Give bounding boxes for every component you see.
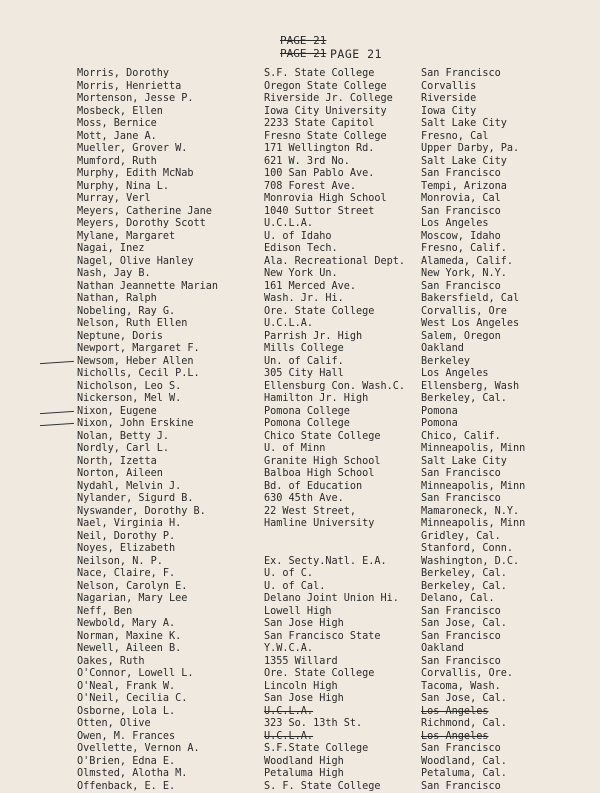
entry-name: Mumford, Ruth (77, 156, 157, 169)
list-item (0, 531, 600, 544)
entry-city: Berkeley, Cal. (421, 393, 507, 406)
entry-name: Murphy, Edith McNab (77, 168, 194, 181)
entry-city: Moscow, Idaho (421, 231, 501, 244)
list-item (0, 118, 600, 131)
entry-city: Berkeley (421, 356, 470, 369)
entry-city: Tacoma, Wash. (421, 681, 501, 694)
entry-institution: San Jose High (264, 693, 344, 706)
list-item (0, 81, 600, 94)
entry-name: Offenback, E. E. (77, 781, 175, 793)
entry-name: Neff, Ben (77, 606, 132, 619)
entry-institution: Ore. State College (264, 668, 374, 681)
entry-city: Corvallis, Ore (421, 306, 507, 319)
page-number-label: PAGE 21 (330, 47, 382, 61)
list-item (0, 143, 600, 156)
list-item (0, 206, 600, 219)
entry-name: Mylane, Margaret (77, 231, 175, 244)
entry-name: Nicholls, Cecil P.L. (77, 368, 200, 381)
entry-name: Newell, Aileen B. (77, 643, 181, 656)
entry-name: Mosbeck, Ellen (77, 106, 163, 119)
entry-city: Monrovia, Cal (421, 193, 501, 206)
entry-name: O'Neal, Frank W. (77, 681, 175, 694)
list-item (0, 693, 600, 706)
entry-name: Nathan Jeannette Marian (77, 281, 218, 294)
list-item (0, 643, 600, 656)
list-item (0, 181, 600, 194)
entry-name: Nydahl, Melvin J. (77, 481, 181, 494)
list-item (0, 318, 600, 331)
entry-city: Los Angeles (421, 218, 488, 231)
entry-city: Los Angeles (421, 706, 488, 719)
entry-name: Nelson, Carolyn E. (77, 581, 187, 594)
entry-city: Fresno, Cal (421, 131, 488, 144)
list-item (0, 406, 600, 419)
list-item (0, 306, 600, 319)
list-item (0, 631, 600, 644)
entry-name: Moss, Bernice (77, 118, 157, 131)
entry-institution: Lincoln High (264, 681, 338, 694)
entry-city: Petaluma, Cal. (421, 768, 507, 781)
entry-name: Nyswander, Dorothy B. (77, 506, 206, 519)
entry-name: Mortenson, Jesse P. (77, 93, 194, 106)
entry-institution: Ala. Recreational Dept. (264, 256, 405, 269)
entry-city: Mamaroneck, N.Y. (421, 506, 519, 519)
list-item (0, 618, 600, 631)
entry-institution: Riverside Jr. College (264, 93, 393, 106)
entry-name: O'Neil, Cecilia C. (77, 693, 187, 706)
entry-city: Salt Lake City (421, 456, 507, 469)
entry-name: North, Izetta (77, 456, 157, 469)
entry-institution: U. of Minn (264, 443, 325, 456)
entry-city: San Francisco (421, 606, 501, 619)
entry-city: Stanford, Conn. (421, 543, 513, 556)
entry-city: Bakersfield, Cal (421, 293, 519, 306)
entry-name: Nash, Jay B. (77, 268, 151, 281)
entry-institution: U. of C. (264, 568, 313, 581)
list-item (0, 256, 600, 269)
entry-name: Nagai, Inez (77, 243, 144, 256)
list-item (0, 756, 600, 769)
struck-header-line-2: PAGE 21 (280, 47, 326, 60)
entry-name: Osborne, Lola L. (77, 706, 175, 719)
entry-institution: Wash. Jr. Hi. (264, 293, 344, 306)
entry-name: Nobeling, Ray G. (77, 306, 175, 319)
list-item (0, 581, 600, 594)
entry-institution: U. of Idaho (264, 231, 331, 244)
entry-name: Nordly, Carl L. (77, 443, 169, 456)
entry-city: Oakland (421, 343, 464, 356)
entry-institution: 171 Wellington Rd. (264, 143, 374, 156)
list-item (0, 331, 600, 344)
entry-institution: Hamilton Jr. High (264, 393, 368, 406)
entry-name: Nickerson, Mel W. (77, 393, 181, 406)
entry-institution: Fresno State College (264, 131, 387, 144)
list-item (0, 231, 600, 244)
list-item (0, 156, 600, 169)
entry-name: Otten, Olive (77, 718, 151, 731)
entry-institution: 1040 Suttor Street (264, 206, 374, 219)
entry-institution: Iowa City University (264, 106, 387, 119)
entry-institution: Bd. of Education (264, 481, 362, 494)
pen-mark (40, 423, 74, 426)
entry-city: Richmond, Cal. (421, 718, 507, 731)
entry-institution: Petaluma High (264, 768, 344, 781)
entry-institution: Balboa High School (264, 468, 374, 481)
entry-institution: Y.W.C.A. (264, 643, 313, 656)
entry-name: Nicholson, Leo S. (77, 381, 181, 394)
entry-name: Meyers, Catherine Jane (77, 206, 212, 219)
entry-institution: 305 City Hall (264, 368, 344, 381)
entry-institution: Pomona College (264, 418, 350, 431)
entry-institution: Woodland High (264, 756, 344, 769)
entry-institution: Edison Tech. (264, 243, 338, 256)
entry-city: San Francisco (421, 206, 501, 219)
entry-city: West Los Angeles (421, 318, 519, 331)
entry-institution: U.C.L.A. (264, 318, 313, 331)
pen-mark (40, 360, 74, 363)
entry-city: Upper Darby, Pa. (421, 143, 519, 156)
entry-city: Minneapolis, Minn (421, 481, 525, 494)
entry-city: Salt Lake City (421, 118, 507, 131)
entry-name: Oakes, Ruth (77, 656, 144, 669)
entry-institution: U.C.L.A. (264, 218, 313, 231)
entry-name: Nathan, Ralph (77, 293, 157, 306)
list-item (0, 393, 600, 406)
list-item (0, 268, 600, 281)
entry-city: Ellensberg, Wash (421, 381, 519, 394)
entry-name: Nixon, John Erskine (77, 418, 194, 431)
entry-institution: Oregon State College (264, 81, 387, 94)
entry-name: Mueller, Grover W. (77, 143, 187, 156)
entry-name: Ovellette, Vernon A. (77, 743, 200, 756)
entry-institution: Lowell High (264, 606, 331, 619)
entry-city: San Francisco (421, 493, 501, 506)
entry-institution: Chico State College (264, 431, 381, 444)
list-item (0, 543, 600, 556)
entry-institution: U. of Cal. (264, 581, 325, 594)
entry-city: Pomona (421, 406, 458, 419)
entry-institution: 22 West Street, (264, 506, 356, 519)
entry-name: Nixon, Eugene (77, 406, 157, 419)
entry-city: Berkeley, Cal. (421, 568, 507, 581)
entry-institution: Un. of Calif. (264, 356, 344, 369)
entry-name: Norman, Maxine K. (77, 631, 181, 644)
entry-institution: U.C.L.A. (264, 731, 313, 744)
entry-institution: Mills College (264, 343, 344, 356)
entry-city: San Francisco (421, 743, 501, 756)
entry-name: Nace, Claire, F. (77, 568, 175, 581)
entry-city: Los Angeles (421, 731, 488, 744)
entry-institution: Pomona College (264, 406, 350, 419)
entry-city: Iowa City (421, 106, 476, 119)
entry-name: Nagarian, Mary Lee (77, 593, 187, 606)
entry-institution: S.F.State College (264, 743, 368, 756)
entry-name: Mott, Jane A. (77, 131, 157, 144)
list-item (0, 368, 600, 381)
entry-city: Delano, Cal. (421, 593, 495, 606)
entry-city: Corvallis (421, 81, 476, 94)
entry-city: San Francisco (421, 168, 501, 181)
entry-name: Morris, Henrietta (77, 81, 181, 94)
entry-institution: S. F. State College (264, 781, 381, 793)
entry-city: Pomona (421, 418, 458, 431)
entry-name: Nelson, Ruth Ellen (77, 318, 187, 331)
entry-city: Minneapolis, Minn (421, 443, 525, 456)
list-item (0, 381, 600, 394)
entry-name: Norton, Aileen (77, 468, 163, 481)
entry-city: Tempi, Arizona (421, 181, 507, 194)
list-item (0, 68, 600, 81)
entry-city: San Francisco (421, 631, 501, 644)
list-item (0, 743, 600, 756)
entry-city: Los Angeles (421, 368, 488, 381)
entry-name: Murphy, Nina L. (77, 181, 169, 194)
entry-city: Alameda, Calif. (421, 256, 513, 269)
pen-mark (40, 410, 74, 413)
list-item (0, 493, 600, 506)
entry-institution: Ex. Secty.Natl. E.A. (264, 556, 387, 569)
list-item (0, 718, 600, 731)
entry-name: Nagel, Olive Hanley (77, 256, 194, 269)
entry-institution: Delano Joint Union Hi. (264, 593, 399, 606)
entry-institution: Hamline University (264, 518, 374, 531)
list-item (0, 656, 600, 669)
entry-institution: 630 45th Ave. (264, 493, 344, 506)
entry-institution: San Jose High (264, 618, 344, 631)
entry-institution: 161 Merced Ave. (264, 281, 356, 294)
entry-institution: S.F. State College (264, 68, 374, 81)
entry-name: Newsom, Heber Allen (77, 356, 194, 369)
entry-city: San Francisco (421, 656, 501, 669)
entry-name: Olmsted, Alotha M. (77, 768, 187, 781)
entry-city: Oakland (421, 643, 464, 656)
entry-city: Woodland, Cal. (421, 756, 507, 769)
list-item (0, 518, 600, 531)
list-item (0, 193, 600, 206)
list-item (0, 106, 600, 119)
entry-city: New York, N.Y. (421, 268, 507, 281)
entry-institution: Parrish Jr. High (264, 331, 362, 344)
entry-institution: Granite High School (264, 456, 381, 469)
entry-city: San Jose, Cal. (421, 693, 507, 706)
list-item (0, 593, 600, 606)
entry-institution: Ellensburg Con. Wash.C. (264, 381, 405, 394)
entry-name: Noyes, Elizabeth (77, 543, 175, 556)
entry-institution: 2233 State Capitol (264, 118, 374, 131)
list-item (0, 556, 600, 569)
entry-city: Berkeley, Cal. (421, 581, 507, 594)
entry-institution: 323 So. 13th St. (264, 718, 362, 731)
entry-institution: U.C.L.A. (264, 706, 313, 719)
entry-name: Newbold, Mary A. (77, 618, 175, 631)
entry-name: Neilson, N. P. (77, 556, 163, 569)
entry-name: Newport, Margaret F. (77, 343, 200, 356)
list-item (0, 768, 600, 781)
list-item (0, 731, 600, 744)
entry-name: Nylander, Sigurd B. (77, 493, 194, 506)
list-item (0, 281, 600, 294)
entry-city: Fresno, Calif. (421, 243, 507, 256)
list-item (0, 343, 600, 356)
entry-institution: Monrovia High School (264, 193, 387, 206)
entry-institution: 1355 Willard (264, 656, 338, 669)
entry-name: Owen, M. Frances (77, 731, 175, 744)
list-item (0, 293, 600, 306)
list-item (0, 431, 600, 444)
list-item (0, 418, 600, 431)
list-item (0, 706, 600, 719)
directory-list (0, 68, 600, 793)
entry-name: O'Brien, Edna E. (77, 756, 175, 769)
entry-city: Gridley, Cal. (421, 531, 501, 544)
list-item (0, 481, 600, 494)
entry-name: Neptune, Doris (77, 331, 163, 344)
list-item (0, 668, 600, 681)
entry-institution: Ore. State College (264, 306, 374, 319)
list-item (0, 456, 600, 469)
entry-institution: New York Un. (264, 268, 338, 281)
list-item (0, 131, 600, 144)
entry-name: Nael, Virginia H. (77, 518, 181, 531)
entry-city: Minneapolis, Minn (421, 518, 525, 531)
entry-city: Salem, Oregon (421, 331, 501, 344)
list-item (0, 93, 600, 106)
entry-city: Riverside (421, 93, 476, 106)
entry-institution: 621 W. 3rd No. (264, 156, 350, 169)
entry-city: Washington, D.C. (421, 556, 519, 569)
entry-name: O'Connor, Lowell L. (77, 668, 194, 681)
entry-name: Nolan, Betty J. (77, 431, 169, 444)
list-item (0, 218, 600, 231)
entry-city: San Francisco (421, 781, 501, 793)
entry-institution: 100 San Pablo Ave. (264, 168, 374, 181)
entry-city: San Jose, Cal. (421, 618, 507, 631)
struck-header-line-1: PAGE 21 (280, 34, 326, 47)
list-item (0, 356, 600, 369)
page-header (0, 34, 600, 64)
list-item (0, 681, 600, 694)
entry-name: Neil, Dorothy P. (77, 531, 175, 544)
list-item (0, 468, 600, 481)
list-item (0, 243, 600, 256)
entry-institution: San Francisco State (264, 631, 381, 644)
list-item (0, 606, 600, 619)
entry-city: San Francisco (421, 281, 501, 294)
entry-city: Corvallis, Ore. (421, 668, 513, 681)
list-item (0, 506, 600, 519)
list-item (0, 443, 600, 456)
entry-name: Meyers, Dorothy Scott (77, 218, 206, 231)
entry-institution: 708 Forest Ave. (264, 181, 356, 194)
list-item (0, 781, 600, 793)
list-item (0, 568, 600, 581)
entry-name: Murray, Verl (77, 193, 151, 206)
entry-name: Morris, Dorothy (77, 68, 169, 81)
list-item (0, 168, 600, 181)
entry-city: San Francisco (421, 468, 501, 481)
entry-city: Chico, Calif. (421, 431, 501, 444)
entry-city: San Francisco (421, 68, 501, 81)
entry-city: Salt Lake City (421, 156, 507, 169)
